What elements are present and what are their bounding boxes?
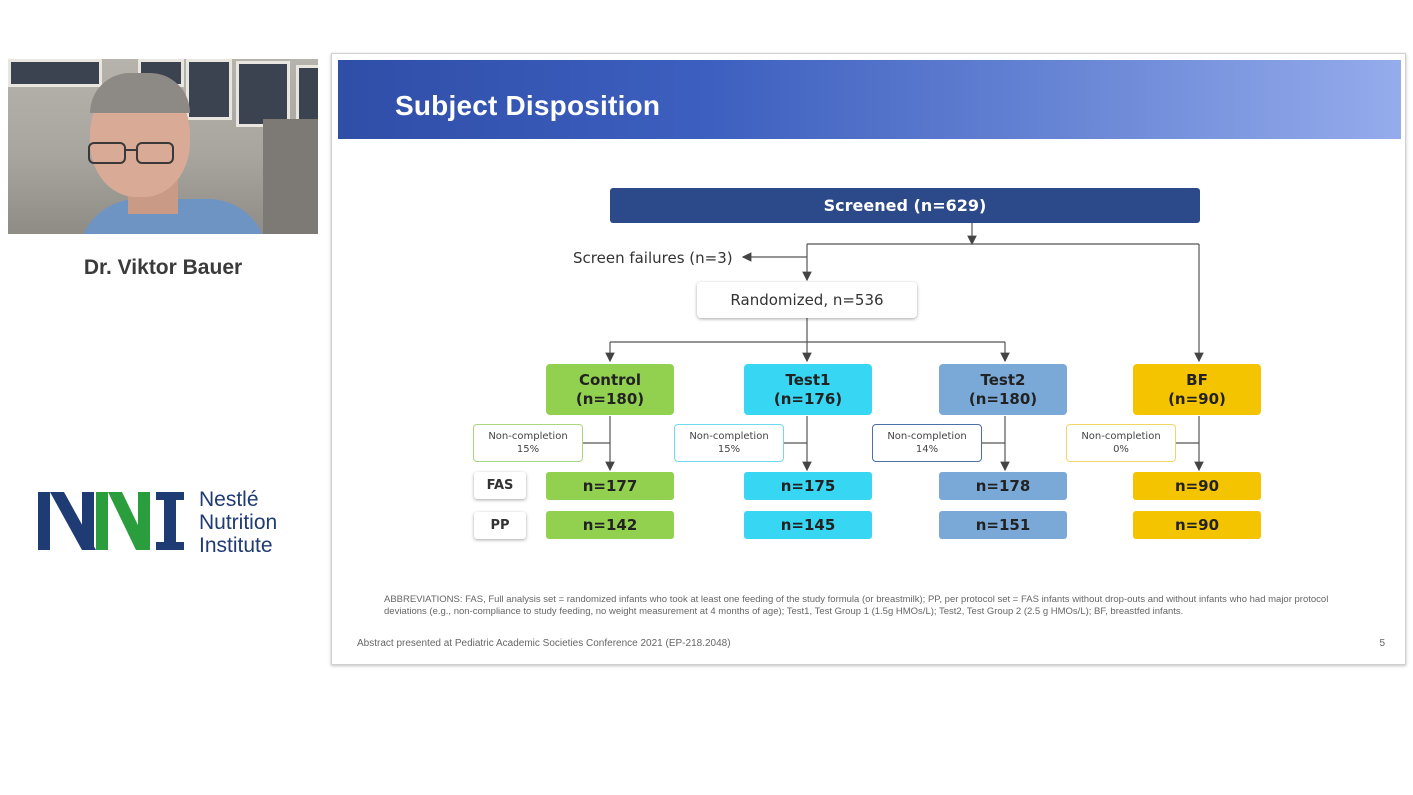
group-box-control xyxy=(546,364,674,415)
randomized-box: Randomized, n=536 xyxy=(697,282,917,318)
noncompletion-box-test1 xyxy=(674,424,784,462)
glasses-right-lens xyxy=(136,142,174,164)
noncompletion-box-control xyxy=(473,424,583,462)
logo-line-2: Nutrition xyxy=(199,511,278,534)
screened-box: Screened (n=629) xyxy=(610,188,1200,223)
noncompletion-box-bf xyxy=(1066,424,1176,462)
pp-count-test2: n=151 xyxy=(939,511,1067,539)
fas-count-control: n=177 xyxy=(546,472,674,500)
group-n: (n=90) xyxy=(1168,389,1226,408)
noncompletion-pct: 15% xyxy=(717,444,741,455)
pp-count-test1: n=145 xyxy=(744,511,872,539)
slide-title: Subject Disposition xyxy=(395,90,661,121)
slide-page-number: 5 xyxy=(1379,638,1385,649)
fas-count-test1: n=175 xyxy=(744,472,872,500)
abbreviations-footnote: ABBREVIATIONS: FAS, Full analysis set = randomized infants who took at least one feeding of the study formula (or breastmilk); PP, per protocol set = FAS infants without drop-outs and without infants who had major protocol deviations (e.g., non-compliance to study feeding, no weight measurement at 4 months of age); Test1, Test Group 1 (1.5g HMOs/L); Test2, Test Group 2 (2.5 g HMOs/L); BF, breastfed infants. xyxy=(384,594,1329,617)
flowchart-connectors xyxy=(332,54,1405,664)
nni-logo-mark xyxy=(38,488,188,558)
group-box-test1 xyxy=(744,364,872,415)
fas-count-bf: n=90 xyxy=(1133,472,1261,500)
noncompletion-box-test2 xyxy=(872,424,982,462)
group-n: (n=180) xyxy=(968,389,1038,408)
noncompletion-label: Non-completion xyxy=(488,431,568,442)
wall-shadow xyxy=(263,119,318,234)
group-box-bf xyxy=(1133,364,1261,415)
speaker-name: Dr. Viktor Bauer xyxy=(83,256,243,279)
noncompletion-label: Non-completion xyxy=(1081,431,1161,442)
group-box-test2 xyxy=(939,364,1067,415)
fas-row-label: FAS xyxy=(474,472,526,499)
noncompletion-pct: 15% xyxy=(516,444,540,455)
noncompletion-label: Non-completion xyxy=(689,431,769,442)
wall-picture xyxy=(236,61,290,127)
group-name: BF xyxy=(1186,370,1208,389)
noncompletion-pct: 0% xyxy=(1113,444,1129,455)
speaker-video xyxy=(8,59,318,234)
group-n: (n=180) xyxy=(575,389,645,408)
slide-footer: Abstract presented at Pediatric Academic Societies Conference 2021 (EP-218.2048) xyxy=(357,638,731,649)
fas-count-test2: n=178 xyxy=(939,472,1067,500)
wall-picture xyxy=(8,59,102,87)
group-name: Test1 xyxy=(785,370,831,389)
logo-line-3: Institute xyxy=(199,534,273,557)
pp-row-label: PP xyxy=(474,512,526,539)
pp-count-bf: n=90 xyxy=(1133,511,1261,539)
nni-logo xyxy=(38,488,298,558)
group-name: Test2 xyxy=(980,370,1026,389)
wall-picture xyxy=(186,59,232,120)
group-n: (n=176) xyxy=(773,389,843,408)
noncompletion-pct: 14% xyxy=(915,444,939,455)
nni-logo-text xyxy=(199,488,277,557)
glasses-left-lens xyxy=(88,142,126,164)
logo-line-1: Nestlé xyxy=(199,488,259,511)
noncompletion-label: Non-completion xyxy=(887,431,967,442)
group-name: Control xyxy=(578,370,641,389)
pp-count-control: n=142 xyxy=(546,511,674,539)
presentation-slide xyxy=(331,53,1406,665)
glasses-bridge xyxy=(124,149,136,151)
screen-failures-label: Screen failures (n=3) xyxy=(573,249,733,267)
